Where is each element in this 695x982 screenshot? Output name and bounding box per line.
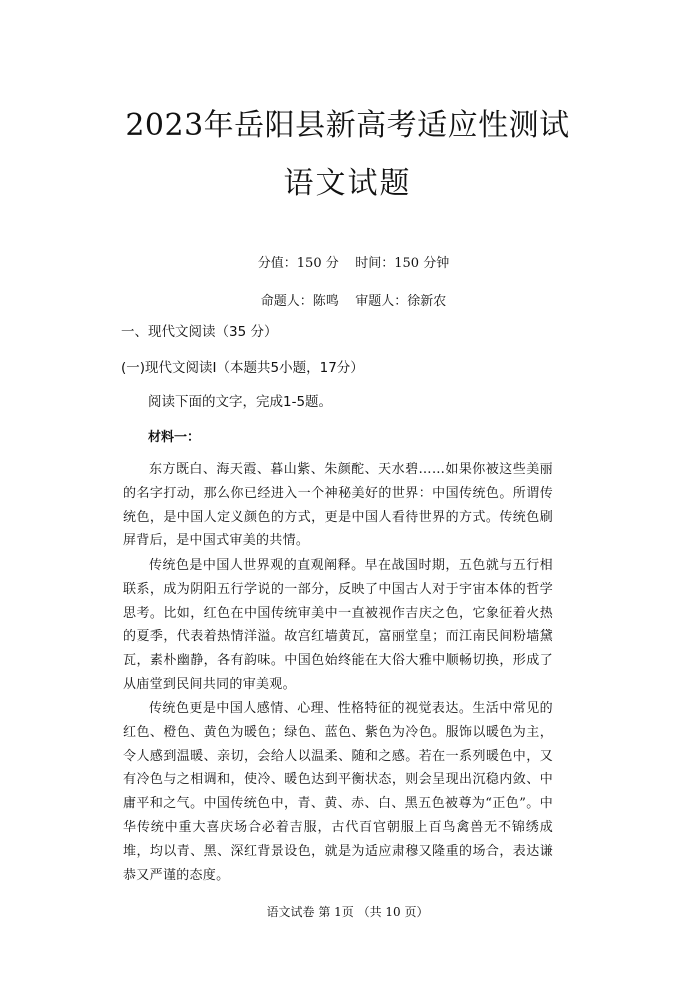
subsection-heading: (一)现代文阅读Ⅰ（本题共5小题，17分）: [121, 360, 364, 376]
authors-info: 命题人：陈鸣 审题人：徐新农: [260, 294, 447, 309]
reading-instruction: 阅读下面的文字，完成1-5题。: [148, 394, 333, 410]
page-footer: 语文试卷 第 1页 （共 10 页）: [266, 905, 429, 919]
paragraph: 东方既白、海天霞、暮山紫、朱颜酡、天水碧……如果你被这些美丽的名字打动，那么你已经进入一个神秘美好的世界：中国传统色。所谓传统色，是中国人定义颜色的方式，更是中国人看待世界的方式。传统色刷屏背后，是中国式审美的共情。: [123, 462, 553, 549]
paragraph: 传统色更是中国人感情、心理、性格特征的视觉表达。生活中常见的红色、橙色、黄色为暖色；绿色、蓝色、紫色为冷色。服饰以暖色为主，令人感到温暖、亲切，会给人以温柔、随和之感。若在一系列暖色中，又有冷色与之相调和，使冷、暖色达到平衡状态，则会呈现出沉稳内敛、中庸平和之气。中国传统色中，青、黄、赤、白、黑五色被尊为“正色”。中华传统中重大喜庆场合必着吉服，古代百官朝服上百鸟禽兽无不锦绣成堆，均以青、黑、深红背景设色，就是为适应肃穆又隆重的场合，表达谦恭又严谨的态度。: [123, 701, 553, 883]
section-heading: 一、现代文阅读（35 分）: [121, 324, 278, 340]
score-time-info: 分值：150 分 时间：150 分钟: [257, 256, 450, 271]
paragraph: 传统色是中国人世界观的直观阐释。早在战国时期，五色就与五行相联系，成为阴阳五行学说的一部分，反映了中国古人对于宇宙本体的哲学思考。比如，红色在中国传统审美中一直被视作吉庆之色，它象征着火热的夏季，代表着热情洋溢。故宫红墙黄瓦，富丽堂皇；而江南民间粉墙黛瓦，素朴幽静，各有韵味。中国色始终能在大俗大雅中顺畅切换，形成了从庙堂到民间共同的审美观。: [123, 558, 553, 692]
exam-subject-title: 语文试题: [283, 166, 412, 201]
material-label: 材料一：: [148, 430, 201, 445]
exam-title: 2023年岳阳县新高考适应性测试: [125, 108, 570, 143]
